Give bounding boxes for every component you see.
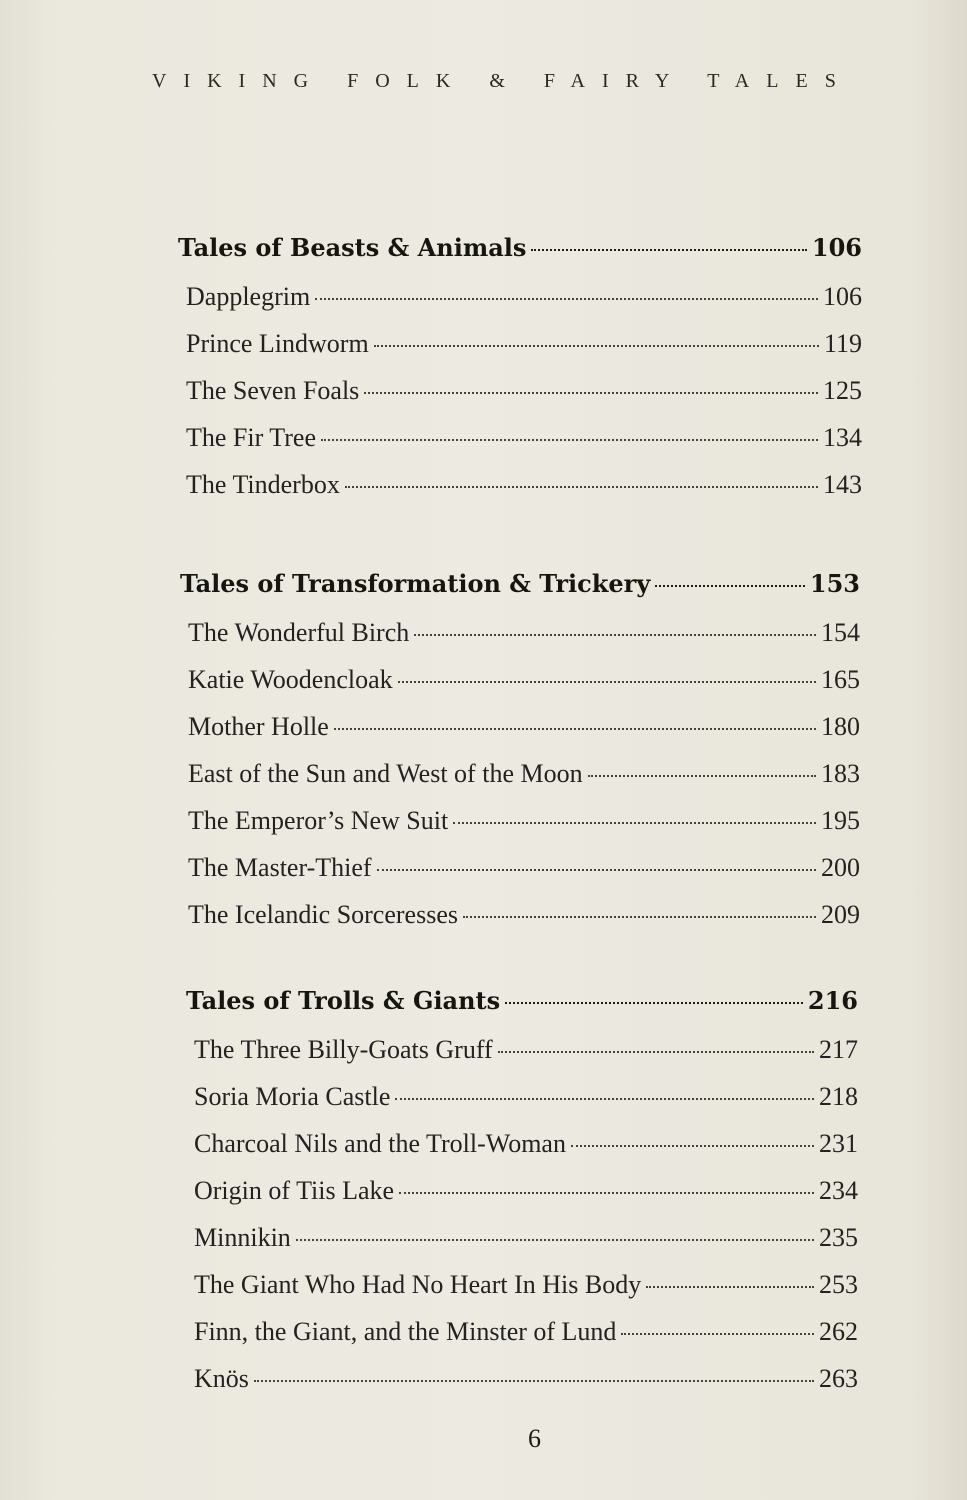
dot-leader	[374, 345, 819, 347]
page-number: 6	[528, 1424, 541, 1453]
toc-entry-title: Knös	[194, 1364, 249, 1393]
toc-entry	[186, 1355, 858, 1402]
toc-entry-page: 253	[819, 1270, 858, 1299]
toc-entry	[186, 1120, 858, 1167]
toc-entry-page: 134	[823, 423, 862, 452]
toc-entry-page: 119	[823, 329, 862, 358]
toc-entry-title: The Tinderbox	[186, 470, 340, 499]
toc-entry-page: 180	[821, 712, 860, 741]
section-heading	[186, 976, 858, 1026]
dot-leader	[321, 439, 818, 441]
toc-entry-page: 231	[819, 1129, 858, 1158]
toc-entry-page: 165	[821, 665, 860, 694]
dot-leader	[505, 1002, 803, 1004]
dot-leader	[414, 634, 816, 636]
toc-entry-page: 209	[821, 900, 860, 929]
dot-leader	[377, 869, 816, 871]
section-heading-page: 153	[809, 569, 860, 598]
toc-entry	[186, 1308, 858, 1355]
section-heading-title: Tales of Beasts & Animals	[178, 233, 527, 262]
dot-leader	[334, 728, 816, 730]
dot-leader	[399, 1192, 814, 1194]
section-heading-page: 106	[811, 233, 862, 262]
dot-leader	[315, 298, 818, 300]
toc-entry-title: East of the Sun and West of the Moon	[188, 759, 583, 788]
toc-entry-title: The Emperor’s New Suit	[188, 806, 449, 835]
toc-section-transformation	[180, 559, 860, 938]
toc-entry-page: 235	[819, 1223, 858, 1252]
toc-entry-page: 143	[823, 470, 862, 499]
toc-entry-page: 218	[819, 1082, 858, 1111]
toc-entry-page: 125	[823, 376, 862, 405]
toc-entry-title: Origin of Tiis Lake	[194, 1176, 395, 1205]
section-heading-title: Tales of Trolls & Giants	[186, 986, 501, 1015]
dot-leader	[655, 585, 805, 587]
dot-leader	[498, 1051, 814, 1053]
toc-entry	[178, 273, 862, 320]
toc-entry	[180, 844, 860, 891]
toc-entry-title: Charcoal Nils and the Troll-Woman	[194, 1129, 566, 1158]
toc-entry-page: 262	[819, 1317, 858, 1346]
toc-entry-title: The Wonderful Birch	[188, 618, 410, 647]
toc-entry	[180, 656, 860, 703]
dot-leader	[296, 1239, 814, 1241]
toc-entry	[180, 609, 860, 656]
toc-entry	[178, 414, 862, 461]
dot-leader	[364, 392, 818, 394]
toc-entry-page: 154	[821, 618, 860, 647]
toc-entry-page: 106	[823, 282, 862, 311]
toc-entry-title: Katie Woodencloak	[188, 665, 393, 694]
toc-entry-title: Finn, the Giant, and the Minster of Lund	[194, 1317, 617, 1346]
toc-entry-title: Mother Holle	[188, 712, 329, 741]
toc-entry	[186, 1214, 858, 1261]
toc-entry-title: Dapplegrim	[186, 282, 311, 311]
dot-leader	[453, 822, 816, 824]
toc-entry-title: The Three Billy-Goats Gruff	[194, 1035, 493, 1064]
dot-leader	[588, 775, 816, 777]
toc-entry	[180, 750, 860, 797]
toc-entry	[180, 703, 860, 750]
toc-entry	[180, 891, 860, 938]
toc-entry	[186, 1167, 858, 1214]
toc-entry-title: The Giant Who Had No Heart In His Body	[194, 1270, 642, 1299]
section-heading	[178, 223, 862, 273]
dot-leader	[395, 1098, 814, 1100]
toc-entry	[186, 1026, 858, 1073]
toc-entry-page: 263	[819, 1364, 858, 1393]
toc-entry-page: 217	[819, 1035, 858, 1064]
toc-entry	[186, 1261, 858, 1308]
dot-leader	[398, 681, 816, 683]
toc-entry-page: 183	[821, 759, 860, 788]
section-heading-page: 216	[807, 986, 858, 1015]
toc-entry-title: The Seven Foals	[186, 376, 360, 405]
section-heading-title: Tales of Transformation & Trickery	[180, 569, 651, 598]
running-head: VIKING FOLK & FAIRY TALES	[152, 70, 853, 92]
toc-entry-page: 195	[821, 806, 860, 835]
toc-entry	[180, 797, 860, 844]
toc-entry-title: The Fir Tree	[186, 423, 316, 452]
toc-entry-page: 234	[819, 1176, 858, 1205]
section-heading	[180, 559, 860, 609]
toc-entry-title: Minnikin	[194, 1223, 291, 1252]
dot-leader	[254, 1380, 814, 1382]
toc-entry	[178, 320, 862, 367]
toc-entry-title: Soria Moria Castle	[194, 1082, 391, 1111]
toc-entry-page: 200	[821, 853, 860, 882]
dot-leader	[646, 1286, 814, 1288]
dot-leader	[621, 1333, 814, 1335]
toc-entry	[186, 1073, 858, 1120]
dot-leader	[571, 1145, 814, 1147]
toc-entry-title: The Master-Thief	[188, 853, 372, 882]
toc-entry-title: Prince Lindworm	[186, 329, 369, 358]
dot-leader	[463, 916, 816, 918]
dot-leader	[531, 249, 806, 251]
toc-entry	[178, 461, 862, 508]
dot-leader	[345, 486, 818, 488]
toc-entry	[178, 367, 862, 414]
toc-entry-title: The Icelandic Sorceresses	[188, 900, 458, 929]
toc-section-beasts	[178, 223, 862, 508]
toc-section-trolls	[186, 976, 858, 1402]
